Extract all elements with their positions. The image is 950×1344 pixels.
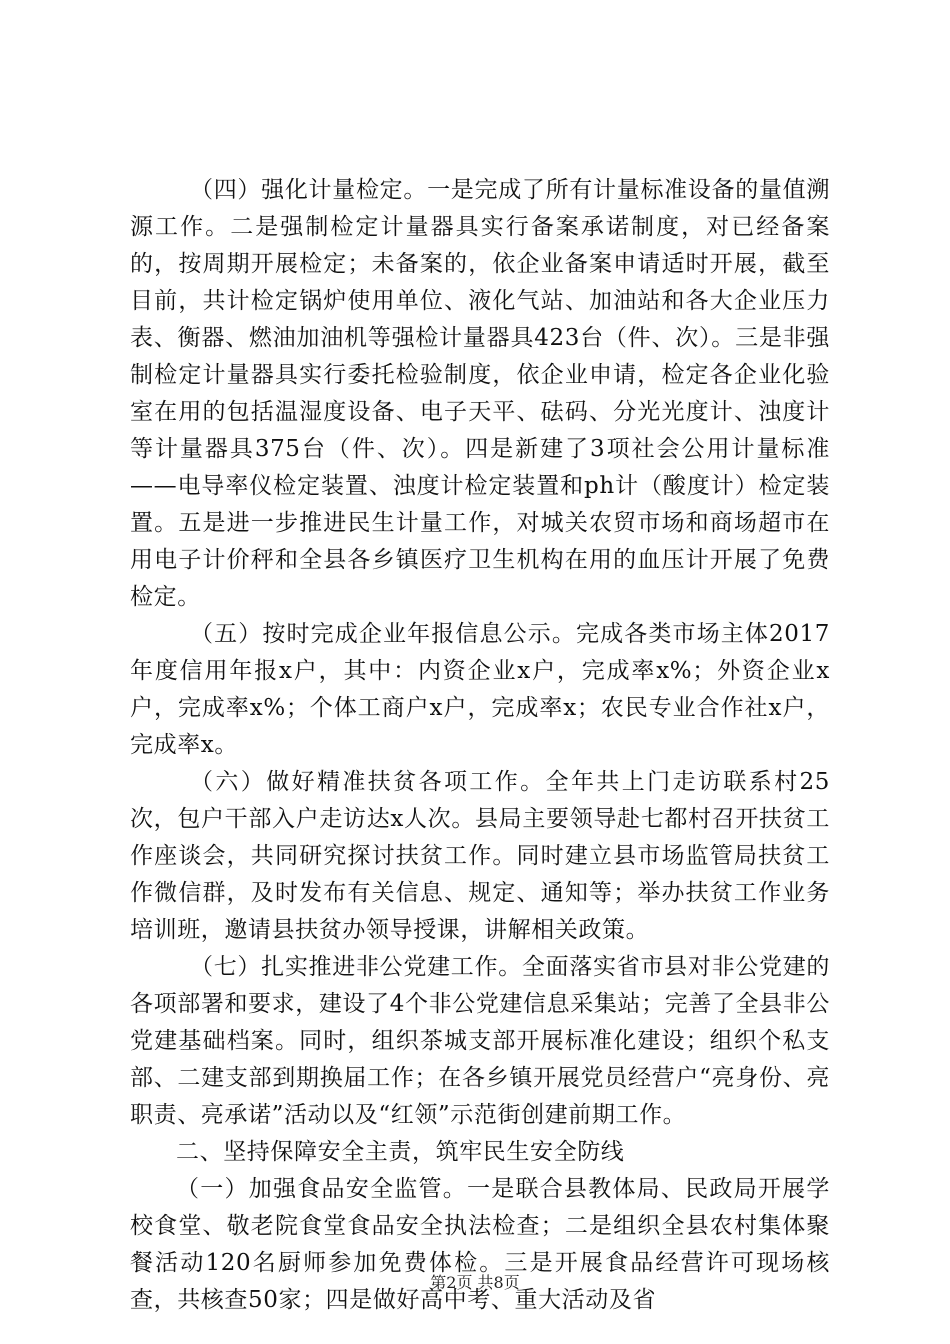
section-heading-safety: 二、坚持保障安全主责，筑牢民生安全防线	[176, 1139, 625, 1165]
page-footer: 第2页 共8页	[430, 1273, 520, 1292]
paragraph-food-safety: （一）加强食品安全监管。一是联合县教体局、民政局开展学校食堂、敬老院食堂食品安全执法检查；二是组织全县农村集体聚餐活动120名厨师参加免费体检。三是开展食品经营许可现场核查，共核查50家；四是做好高中考、重大活动及省	[130, 1176, 830, 1313]
paragraph-annual-report: （五）按时完成企业年报信息公示。完成各类市场主体2017年度信用年报x户，其中：内资企业x户，完成率x%；外资企业x户，完成率x%；个体工商户x户，完成率x；农民专业合作社x户，完成率x。	[130, 621, 830, 758]
paragraph-party-building: （七）扎实推进非公党建工作。全面落实省市县对非公党建的各项部署和要求，建设了4个非公党建信息采集站；完善了全县非公党建基础档案。同时，组织茶城支部开展标准化建设；组织个私支部、二建支部到期换届工作；在各乡镇开展党员经营户“亮身份、亮职责、亮承诺”活动以及“红领”示范街创建前期工作。	[130, 954, 830, 1128]
paragraph-metrology: （四）强化计量检定。一是完成了所有计量标准设备的量值溯源工作。二是强制检定计量器具实行备案承诺制度，对已经备案的，按周期开展检定；未备案的，依企业备案申请适时开展，截至目前，共计检定锅炉使用单位、液化气站、加油站和各大企业压力表、衡器、燃油加油机等强检计量器具423台（件、次）。三是非强制检定计量器具实行委托检验制度，依企业申请，检定各企业化验室在用的包括温湿度设备、电子天平、砝码、分光光度计、浊度计等计量器具375台（件、次）。四是新建了3项社会公用计量标准——电导率仪检定装置、浊度计检定装置和ph计（酸度计）检定装置。五是进一步推进民生计量工作，对城关农贸市场和商场超市在用电子计价秤和全县各乡镇医疗卫生机构在用的血压计开展了免费检定。	[130, 177, 830, 610]
document-body	[130, 172, 830, 1319]
paragraph-poverty-alleviation: （六）做好精准扶贫各项工作。全年共上门走访联系村25次，包户干部入户走访达x人次。县局主要领导赴七都村召开扶贫工作座谈会，共同研究探讨扶贫工作。同时建立县市场监管局扶贫工作微信群，及时发布有关信息、规定、通知等；举办扶贫工作业务培训班，邀请县扶贫办领导授课，讲解相关政策。	[130, 769, 830, 943]
